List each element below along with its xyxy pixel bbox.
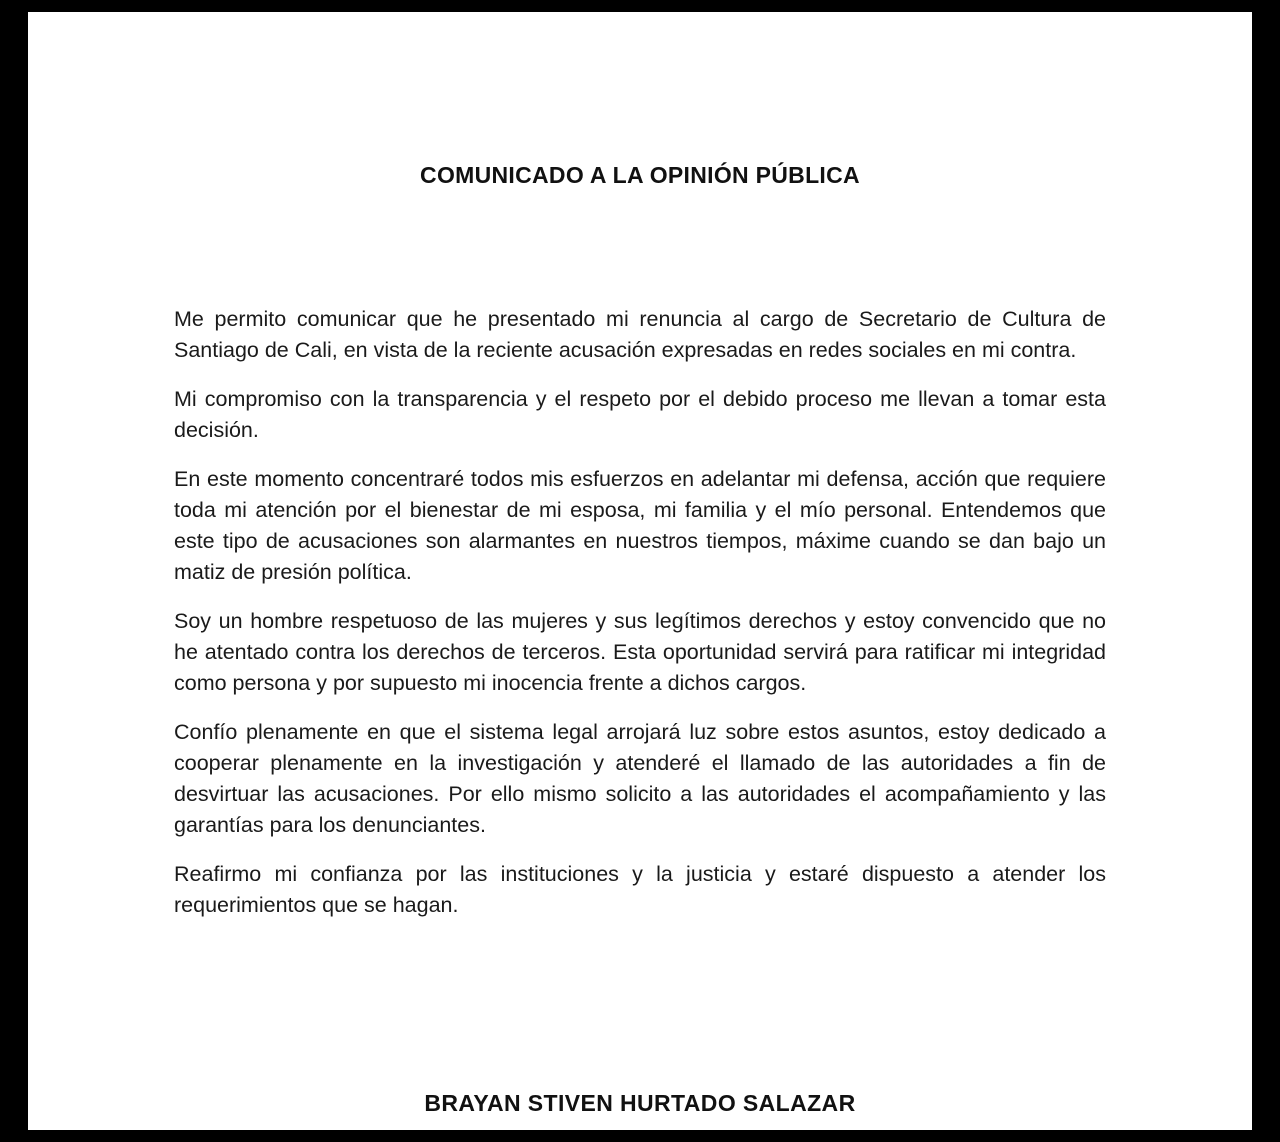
paragraph: Soy un hombre respetuoso de las mujeres y sus legítimos derechos y estoy convencido que no he atentado contra los derechos de terceros. Esta oportunidad servirá para ratificar mi integridad como persona y por supuesto mi inocencia frente a dichos cargos. xyxy=(174,609,1106,695)
document-sheet xyxy=(28,12,1252,1130)
document-body xyxy=(174,304,1106,921)
paragraph: Reafirmo mi confianza por las instituciones y la justicia y estaré dispuesto a atender los requerimientos que se hagan. xyxy=(174,862,1106,917)
paragraph: En este momento concentraré todos mis esfuerzos en adelantar mi defensa, acción que requiere toda mi atención por el bienestar de mi esposa, mi familia y el mío personal. Entendemos que este tipo de acusaciones son alarmantes en nuestros tiempos, máxime cuando se dan bajo un matiz de presión política. xyxy=(174,467,1106,584)
paragraph: Confío plenamente en que el sistema legal arrojará luz sobre estos asuntos, estoy dedicado a cooperar plenamente en la investigación y atenderé el llamado de las autoridades a fin de desvirtuar las acusaciones. Por ello mismo solicito a las autoridades el acompañamiento y las garantías para los denunciantes. xyxy=(174,720,1106,837)
document-title: COMUNICADO A LA OPINIÓN PÚBLICA xyxy=(420,162,860,188)
paragraph: Mi compromiso con la transparencia y el respeto por el debido proceso me llevan a tomar esta decisión. xyxy=(174,387,1106,442)
document-content xyxy=(28,12,1252,1130)
signature-name: BRAYAN STIVEN HURTADO SALAZAR xyxy=(424,1090,856,1116)
paragraph: Me permito comunicar que he presentado mi renuncia al cargo de Secretario de Cultura de Santiago de Cali, en vista de la reciente acusación expresadas en redes sociales en mi contra. xyxy=(174,307,1106,362)
